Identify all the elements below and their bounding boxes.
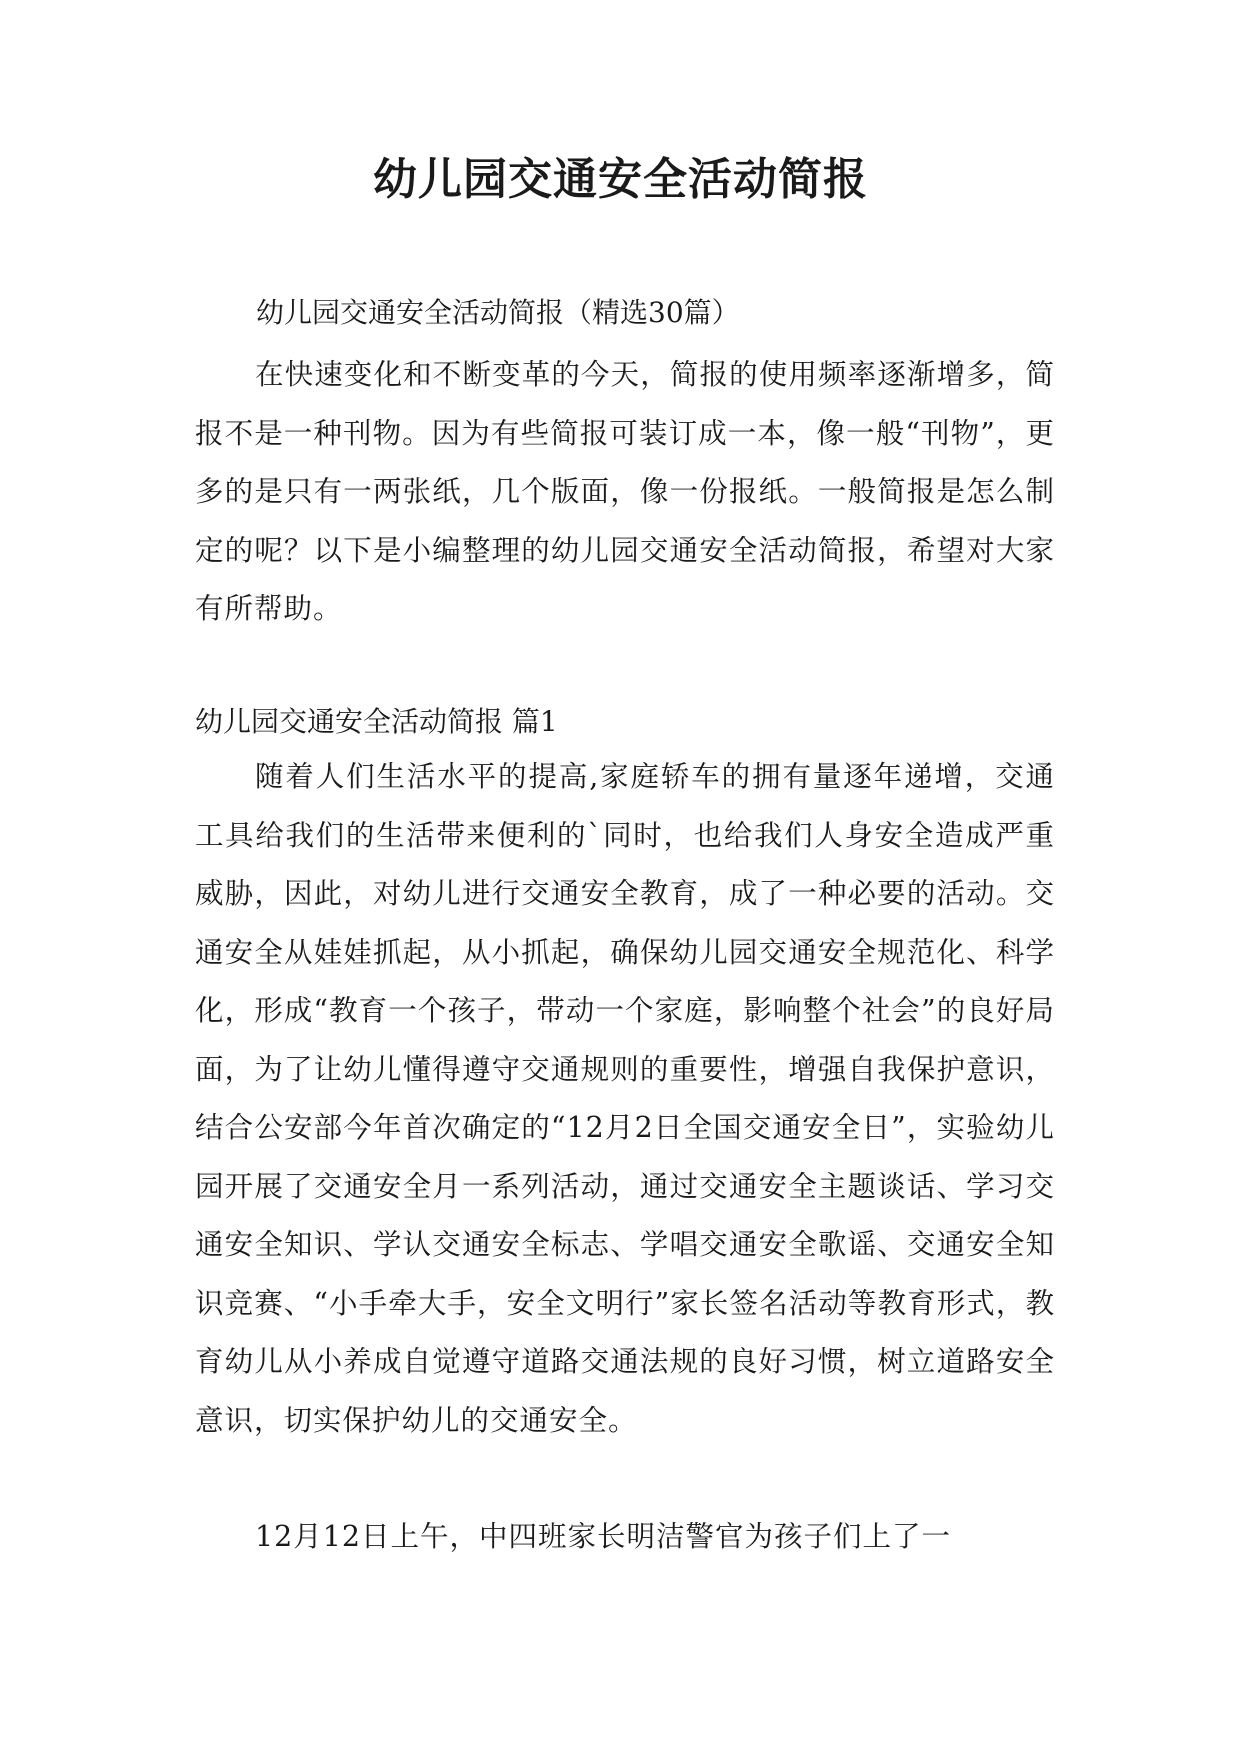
body-paragraph-1: 随着人们生活水平的提高,家庭轿车的拥有量逐年递增，交通工具给我们的生活带来便利的`同时，也给我们人身安全造成严重威胁，因此，对幼儿进行交通安全教育，成了一种必要的活动。交通安全从娃娃抓起，从小抓起，确保幼儿园交通安全规范化、科学化，形成“教育一个孩子，带动一个家庭，影响整个社会”的良好局面，为了让幼儿懂得遵守交通规则的重要性，增强自我保护意识，结合公安部今年首次确定的“12月2日全国交通安全日”，实验幼儿园开展了交通安全月一系列活动，通过交通安全主题谈话、学习交通安全知识、学认交通安全标志、学唱交通安全歌谣、交通安全知识竞赛、“小手牵大手，安全文明行”家长签名活动等教育形式，教育幼儿从小养成自觉遵守道路交通法规的良好习惯，树立道路安全意识，切实保护幼儿的交通安全。 [195,760,1055,1437]
document-title: 幼儿园交通安全活动简报 [373,154,868,205]
section-heading: 幼儿园交通安全活动简报 篇1 [195,705,558,738]
document-subtitle: 幼儿园交通安全活动简报（精选30篇） [256,296,740,329]
body-paragraph-2: 12月12日上午，中四班家长明洁警官为孩子们上了一 [255,1520,952,1553]
intro-paragraph: 在快速变化和不断变革的今天，简报的使用频率逐渐增多，简报不是一种刊物。因为有些简报可装订成一本，像一般“刊物”，更多的是只有一两张纸，几个版面，像一份报纸。一般简报是怎么制定的呢？以下是小编整理的幼儿园交通安全活动简报，希望对大家有所帮助。 [195,358,1055,625]
